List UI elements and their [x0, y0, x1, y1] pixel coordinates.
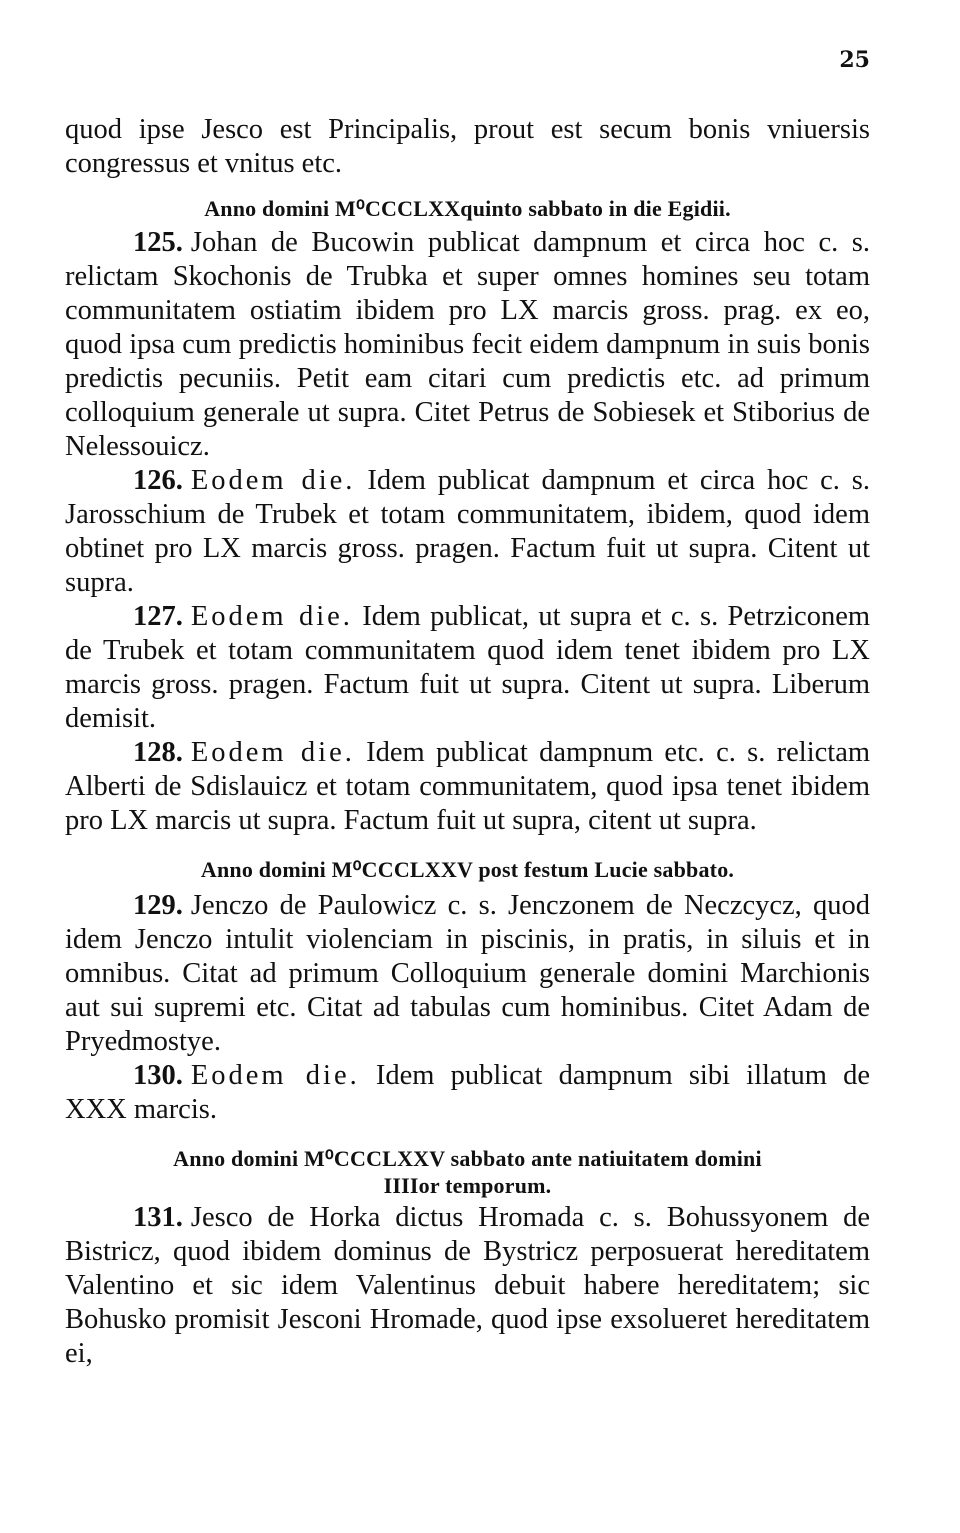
- entry-131-text: Jesco de Horka dictus Hromada c. s. Bohussyonem de Bistricz, quod ibidem dominus de Bystricz perposuerat hereditatem Valentino et sic idem Valentinus debuit habere hereditatem; sic Bohusko promisit Jesconi Hromade, quod ipse exsolueret hereditatem ei,: [65, 1202, 870, 1369]
- entry-128: [65, 736, 870, 838]
- entry-127-eodem: Eodem die.: [190, 601, 353, 632]
- section-heading-2: Anno domini M⁰CCCLXXV post festum Lucie sabbato.: [200, 857, 735, 882]
- entry-131-number: 131.: [133, 1202, 183, 1233]
- entry-126-text: Idem publicat dampnum et circa hoc c. s. Jarosschium de Trubek et totam communitatem, ibidem, quod idem obtinet pro LX marcis gross. pragen. Factum fuit ut supra. Citent ut supra.: [65, 465, 871, 598]
- entry-129-number: 129.: [133, 890, 183, 921]
- entry-127-text: Idem publicat, ut supra et c. s. Petrziconem de Trubek et totam communitatem quod idem tenet ibidem pro LX marcis gross. pragen. Factum fuit ut supra. Citent ut supra. Liberum demisit.: [65, 601, 871, 734]
- entry-128-text: Idem publicat dampnum etc. c. s. relictam Alberti de Sdislauicz et totam communitatem, quod ipsa tenet ibidem pro LX marcis ut supra. Factum fuit ut supra, citent ut supra.: [65, 737, 871, 836]
- entry-125: [65, 226, 870, 464]
- section-heading-1: Anno domini M⁰CCCLXXquinto sabbato in die Egidii.: [204, 196, 731, 221]
- page-number: 25: [839, 47, 870, 73]
- entry-126-eodem: Eodem die.: [190, 465, 356, 496]
- entry-130-eodem: Eodem die.: [190, 1060, 360, 1091]
- entry-128-number: 128.: [133, 737, 183, 768]
- entry-126-number: 126.: [133, 465, 183, 496]
- entry-126: [65, 464, 870, 600]
- entry-129: [65, 889, 870, 1059]
- entry-128-eodem: Eodem die.: [190, 737, 355, 768]
- section-heading-3-line-2: IIIIor temporum.: [383, 1173, 552, 1198]
- entry-127-number: 127.: [133, 601, 183, 632]
- section-heading-3-line-1: Anno domini M⁰CCCLXXV sabbato ante natiuitatem domini: [173, 1146, 762, 1171]
- entry-125-text: Johan de Bucowin publicat dampnum et circa hoc c. s. relictam Skochonis de Trubka et super omnes homines seu totam communitatem ostiatim ibidem pro LX marcis gross. prag. ex eo, quod ipsa cum predictis hominibus fecit eidem dampnum in suis bonis predictis pecuniis. Petit eam citari cum predictis etc. ad primum colloquium generale ut supra. Citet Petrus de Sobiesek et Stiborius de Nelessouicz.: [65, 227, 870, 462]
- entry-129-text: Jenczo de Paulowicz c. s. Jenczonem de Neczcycz, quod idem Jenczo intulit violenciam in piscinis, in pratis, in siluis et in omnibus. Citat ad primum Colloquium generale domini Marchionis aut sui supremi etc. Citat ad tabulas cum hominibus. Citet Adam de Pryedmostye.: [65, 890, 870, 1057]
- document-page: [65, 40, 870, 1500]
- entry-131: [65, 1201, 870, 1371]
- entry-130-number: 130.: [133, 1060, 183, 1091]
- entry-130-text: Idem publicat dampnum sibi illatum de XXX marcis.: [65, 1060, 871, 1125]
- entry-127: [65, 600, 870, 736]
- page-body: [65, 113, 870, 1371]
- entry-130: [65, 1059, 870, 1127]
- entry-125-number: 125.: [133, 227, 183, 258]
- continuation-paragraph: quod ipse Jesco est Principalis, prout est secum bonis vniuersis congressus et vnitus etc.: [65, 114, 870, 179]
- section-heading-3: [65, 1145, 870, 1199]
